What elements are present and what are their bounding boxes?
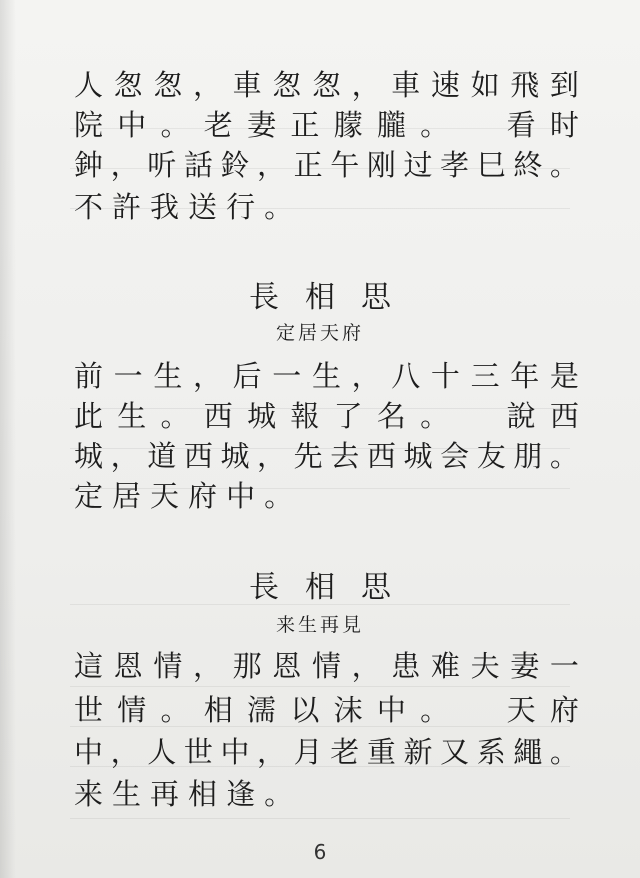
poem-subtitle: 定居天府 — [275, 322, 364, 344]
poem-subtitle: 来生再見 — [275, 614, 364, 636]
poem-line: 不 許 我 送 行 。 — [74, 190, 294, 224]
poem-title: 長相思 — [249, 570, 417, 605]
page-number: 6 — [313, 840, 327, 864]
poem-line: 城 ， 道 西 城 ， 先 去 西 城 会 友 朋 。 — [74, 439, 579, 473]
poem-line: 鈡 ， 听 話 鈴 ， 正 午 刚 过 孝 巳 終 。 — [74, 148, 579, 182]
poem-line: 前 一 生 ， 后 一 生 ， 八 十 三 年 是 — [74, 359, 579, 393]
rule-line — [70, 818, 570, 819]
poem-line: 中 ， 人 世 中 ， 月 老 重 新 又 系 繩 。 — [74, 735, 579, 769]
poem-line: 院 中 。 老 妻 正 朦 朧 。 看 时 — [74, 108, 579, 142]
poem-line: 世 情 。 相 濡 以 沫 中 。 天 府 — [74, 693, 579, 727]
poem-line: 此 生 。 西 城 報 了 名 。 說 西 — [74, 399, 579, 433]
rule-line — [70, 686, 570, 687]
poem-title: 長相思 — [249, 280, 417, 315]
poem-line: 来 生 再 相 逢 。 — [74, 777, 294, 811]
page-edge-shadow — [0, 0, 16, 878]
poem-line: 這 恩 情 ， 那 恩 情 ， 患 难 夫 妻 一 — [74, 649, 579, 683]
poem-line: 人 怱 怱 ， 車 怱 怱 ， 車 速 如 飛 到 — [74, 68, 579, 102]
poem-line: 定 居 天 府 中 。 — [74, 479, 294, 513]
